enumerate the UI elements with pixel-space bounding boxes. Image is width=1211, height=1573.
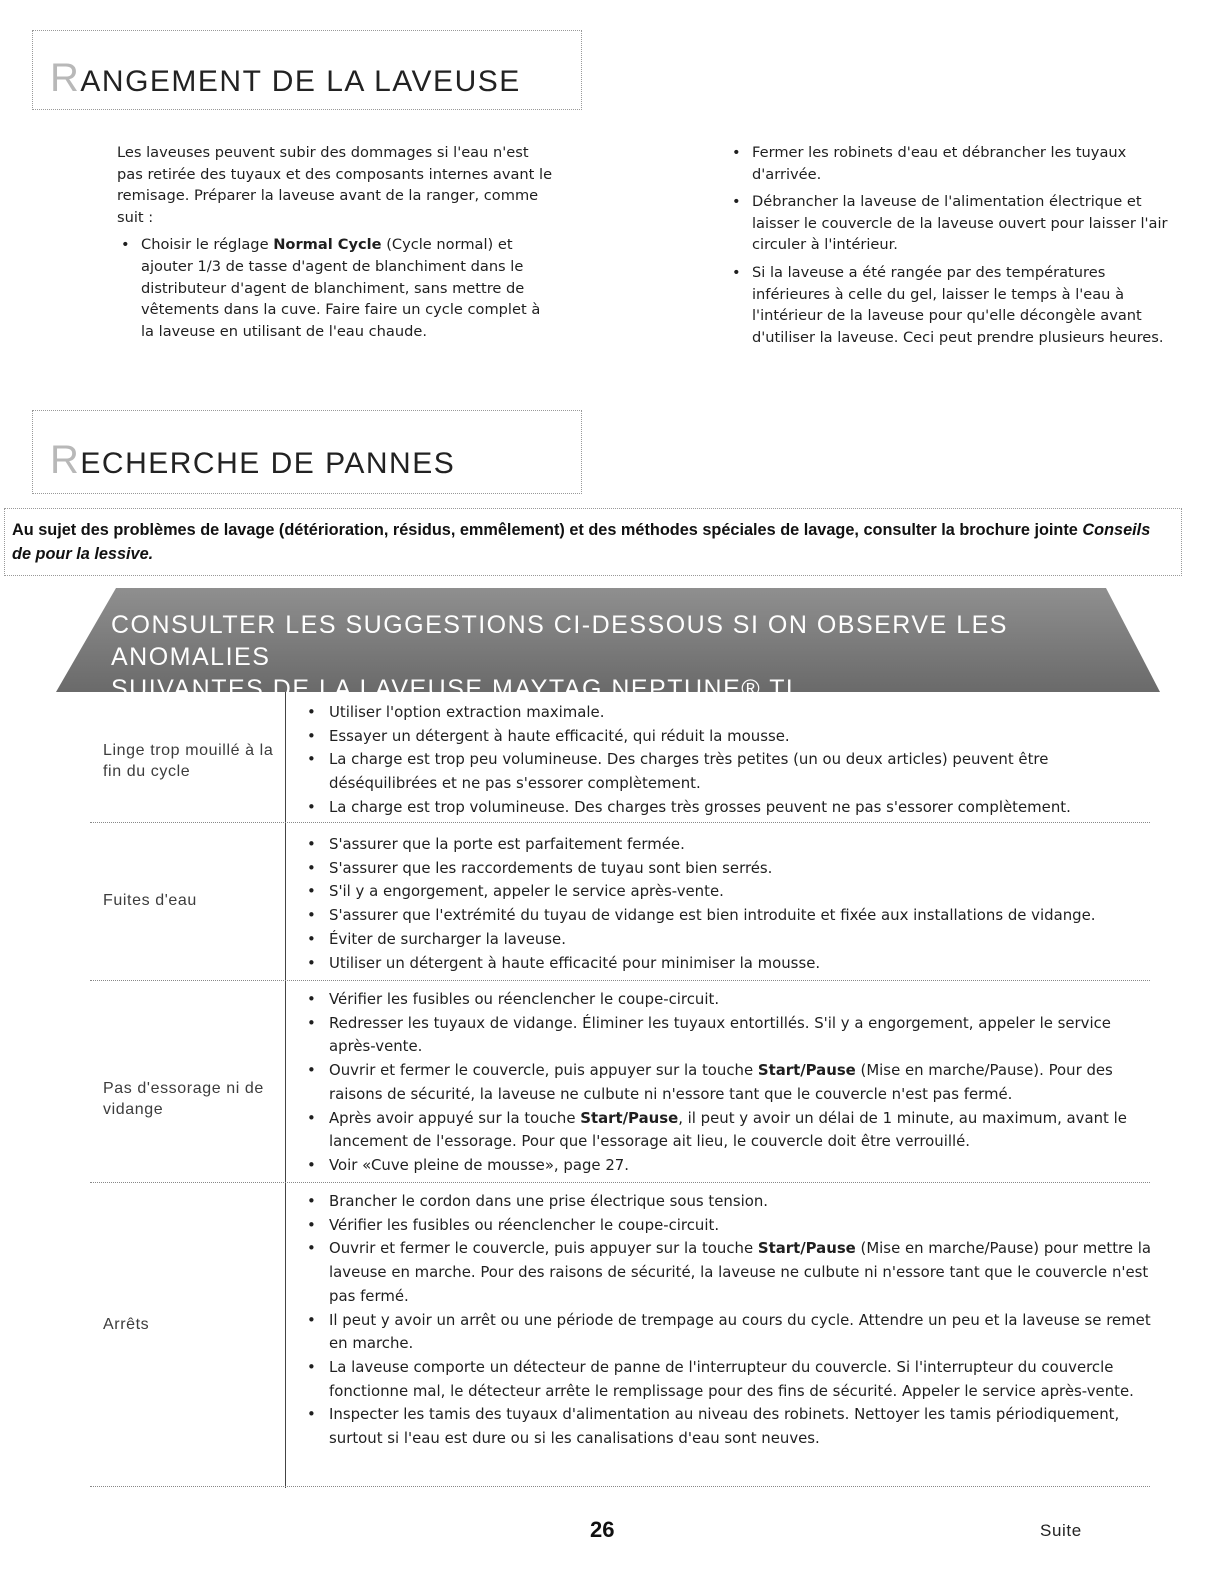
title-initial: R: [50, 438, 81, 482]
banner-line-2: SUIVANTES DE LA LAVEUSE MAYTAG NEPTUNE® TL…: [111, 675, 828, 703]
list-item: • Ouvrir et fermer le couvercle, puis appuyer sur la touche Start/Pause (Mise en marche/Pause). Pour des raisons de sécurité, la laveuse ne culbute ni n'essore tant que le couvercle n'est pas fermé.: [303, 1059, 1153, 1106]
list-item: • Ouvrir et fermer le couvercle, puis appuyer sur la touche Start/Pause (Mise en marche/Pause) pour mettre la laveuse en marche. Pour des raisons de sécurité, la laveuse ne culbute ni n'essore tant que le couvercle n'est pas fermé.: [303, 1237, 1153, 1308]
list-item: • Il peut y avoir un arrêt ou une période de trempage au cours du cycle. Attendre un peu et la laveuse se remet en marche.: [303, 1309, 1153, 1356]
list-item: • Voir «Cuve pleine de mousse», page 27.: [303, 1154, 1153, 1178]
rangement-bullet-normal-cycle: • Choisir le réglage Normal Cycle (Cycle normal) et ajouter 1/3 de tasse d'agent de blanchiment dans le distributeur d'agent de blanchiment, sans mettre de vêtements dans la cuve. Faire faire un cycle complet à la laveuse en utilisant de l'eau chaude.: [117, 234, 557, 342]
list-item: • Vérifier les fusibles ou réenclencher le coupe-circuit.: [303, 988, 1153, 1012]
list-item: • Fermer les robinets d'eau et débrancher les tuyaux d'arrivée.: [728, 142, 1168, 185]
section-recherche-title: [50, 438, 455, 483]
row-items-fuites: [303, 833, 1153, 975]
list-item: • Redresser les tuyaux de vidange. Éliminer les tuyaux entortillés. S'il y a engorgement, appeler le service après-vente.: [303, 1012, 1153, 1059]
row-label-essorage: Pas d'essorage ni de vidange: [103, 1080, 264, 1118]
row-items-essorage: [303, 988, 1153, 1178]
list-item: • La charge est trop peu volumineuse. Des charges très petites (un ou deux articles) peuvent être déséquilibrées et ne pas s'essorer complètement.: [303, 748, 1153, 795]
callout-text: Au sujet des problèmes de lavage (détérioration, résidus, emmêlement) et des méthodes spéciales de lavage, consulter la brochure jointe Conseils de pour la lessive.: [12, 521, 1151, 563]
row-separator: [90, 822, 1150, 823]
row-separator: [90, 1486, 1150, 1487]
row-label-fuites: Fuites d'eau: [103, 892, 197, 909]
list-item: • Éviter de surcharger la laveuse.: [303, 928, 1153, 952]
continued-label: Suite: [1040, 1521, 1082, 1540]
callout-brochure-title: Conseils de pour la lessive.: [12, 521, 1151, 563]
rangement-left-column: [117, 142, 557, 348]
list-item: • Après avoir appuyé sur la touche Start/Pause, il peut y avoir un délai de 1 minute, au maximum, avant le lancement de l'essorage. Pour que l'essorage ait lieu, le couvercle doit être verrouillé.: [303, 1107, 1153, 1154]
list-item: • Vérifier les fusibles ou réenclencher le coupe-circuit.: [303, 1214, 1153, 1238]
title-rest: ANGEMENT DE LA LAVEUSE: [80, 65, 521, 98]
list-item: • S'assurer que les raccordements de tuyau sont bien serrés.: [303, 857, 1153, 881]
table-column-divider: [285, 692, 286, 1488]
row-label-arrets: Arrêts: [103, 1316, 150, 1333]
row-items-arrets: [303, 1190, 1153, 1451]
rangement-intro: Les laveuses peuvent subir des dommages si l'eau n'est pas retirée des tuyaux et des composants internes avant le remisage. Préparer la laveuse avant de la ranger, comme suit :: [117, 144, 553, 226]
banner-line-1: CONSULTER LES SUGGESTIONS CI-DESSOUS SI ON OBSERVE LES ANOMALIES: [111, 611, 1008, 671]
banner-text: [111, 609, 1111, 705]
title-rest: ECHERCHE DE PANNES: [80, 447, 456, 480]
list-item: • S'assurer que l'extrémité du tuyau de vidange est bien introduite et fixée aux installations de vidange.: [303, 904, 1153, 928]
rangement-right-column: [728, 142, 1168, 354]
list-item: • Utiliser un détergent à haute efficacité pour minimiser la mousse.: [303, 952, 1153, 976]
list-item: • Inspecter les tamis des tuyaux d'alimentation au niveau des robinets. Nettoyer les tamis périodiquement, surtout si l'eau est dure ou si les canalisations d'eau sont neuves.: [303, 1403, 1153, 1450]
list-item: • Utiliser l'option extraction maximale.: [303, 701, 1153, 725]
list-item: • Essayer un détergent à haute efficacité, qui réduit la mousse.: [303, 725, 1153, 749]
list-item: • La laveuse comporte un détecteur de panne de l'interrupteur du couvercle. Si l'interrupteur du couvercle fonctionne mal, le détecteur arrête le remplissage pour des fins de sécurité. Appeler le service après-vente.: [303, 1356, 1153, 1403]
list-item: • Si la laveuse a été rangée par des températures inférieures à celle du gel, laisser le temps à l'eau à l'intérieur de la laveuse pour qu'elle décongèle avant d'utiliser la laveuse. Ceci peut prendre plusieurs heures.: [728, 262, 1168, 348]
page-number: 26: [590, 1517, 615, 1542]
section-rangement-title: [50, 56, 521, 101]
list-item: • S'il y a engorgement, appeler le service après-vente.: [303, 880, 1153, 904]
row-separator: [90, 980, 1150, 981]
list-item: • Débrancher la laveuse de l'alimentation électrique et laisser le couvercle de la laveuse ouvert pour laisser l'air circuler à l'intérieur.: [728, 191, 1168, 256]
row-items-linge-mouille: [303, 701, 1153, 820]
row-separator: [90, 1182, 1150, 1183]
list-item: • S'assurer que la porte est parfaitement fermée.: [303, 833, 1153, 857]
list-item: • Brancher le cordon dans une prise électrique sous tension.: [303, 1190, 1153, 1214]
title-initial: R: [50, 56, 81, 100]
row-label-linge-mouille: Linge trop mouillé à la fin du cycle: [103, 742, 274, 780]
list-item: • La charge est trop volumineuse. Des charges très grosses peuvent ne pas s'essorer complètement.: [303, 796, 1153, 820]
